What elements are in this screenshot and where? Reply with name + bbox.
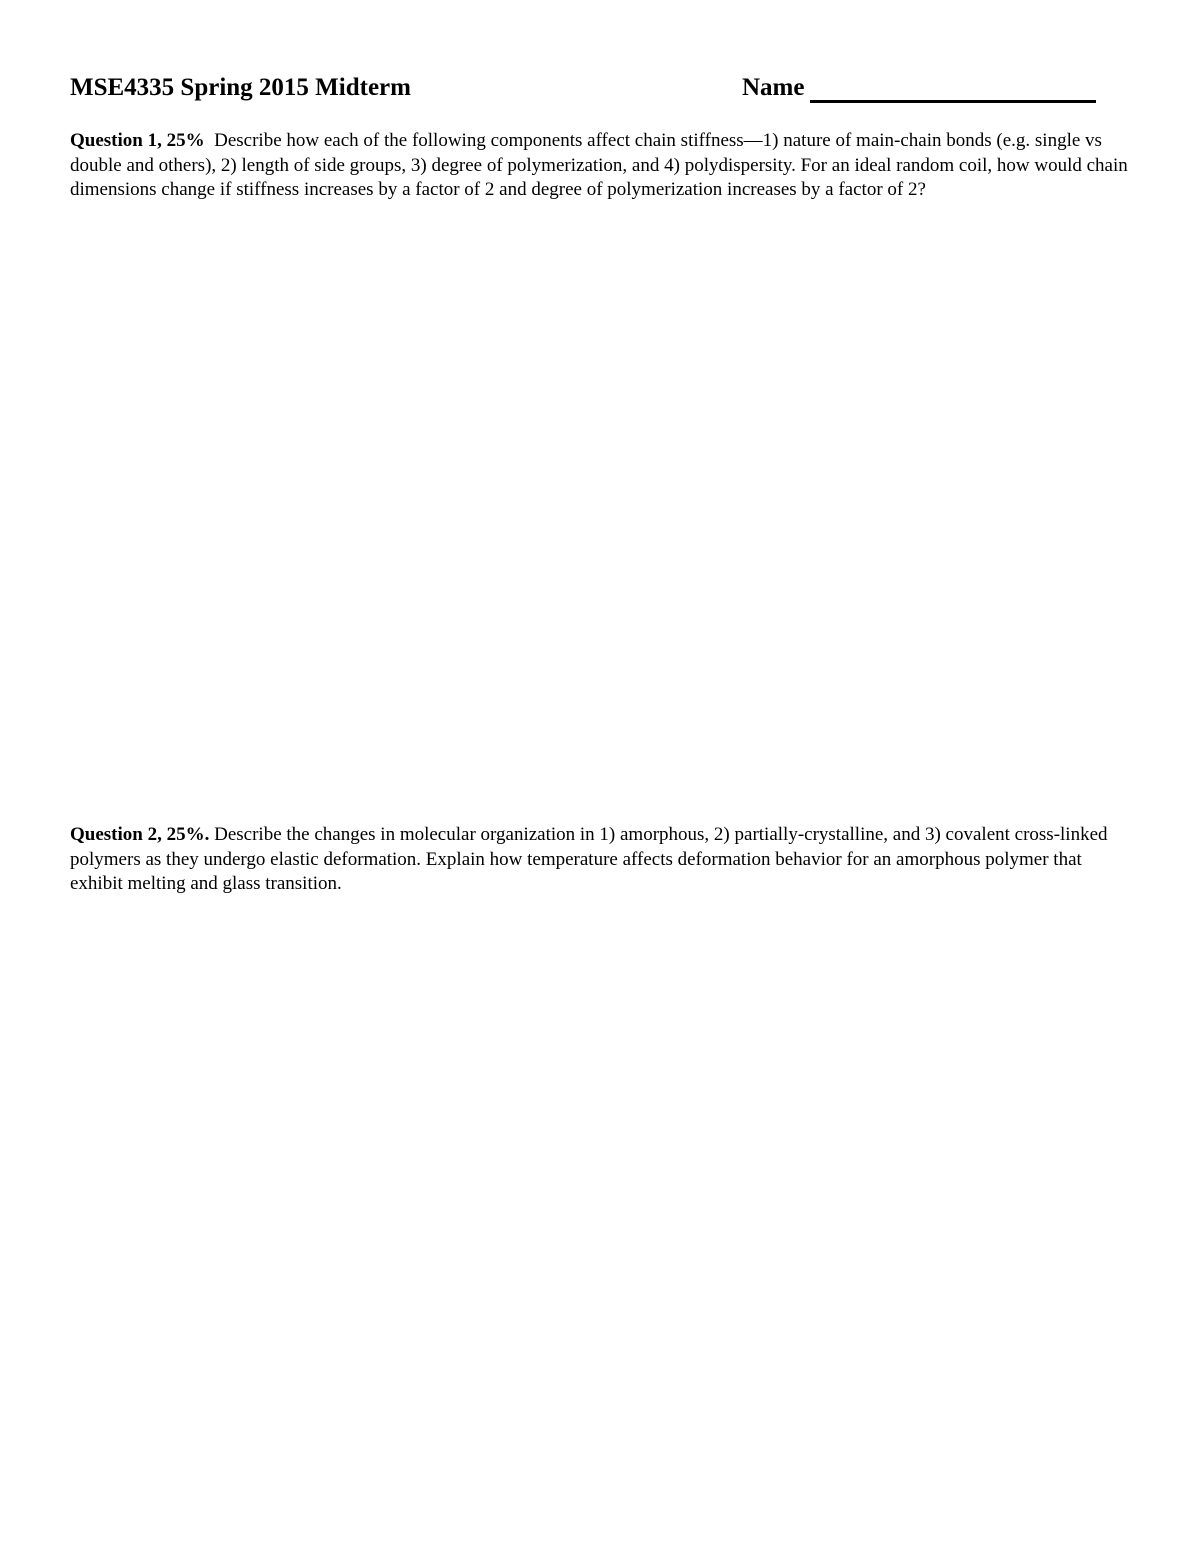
name-label: Name: [742, 74, 805, 101]
name-blank-line[interactable]: [810, 74, 1096, 103]
name-field: [742, 70, 1096, 106]
question-1-text: Describe how each of the following components affect chain stiffness—1) nature of main-chain bonds (e.g. single vs double and others), 2) length of side groups, 3) degree of polymerization, and 4) polydispersity. For an ideal random coil, how would chain dimensions change if stiffness increases by a factor of 2 and degree of polymerization increases by a factor of 2?: [70, 130, 1128, 200]
question-1-label: Question 1, 25%: [70, 130, 205, 151]
question-1: [70, 129, 1135, 203]
question-2-text: Describe the changes in molecular organization in 1) amorphous, 2) partially-crystalline, and 3) covalent cross-linked polymers as they undergo elastic deformation. Explain how temperature affects deformation behavior for an amorphous polymer that exhibit melting and glass transition.: [70, 824, 1108, 894]
question-2: [70, 823, 1135, 897]
exam-title: MSE4335 Spring 2015 Midterm: [70, 74, 411, 101]
exam-header: [70, 70, 1110, 106]
question-2-label: Question 2, 25%.: [70, 824, 210, 845]
